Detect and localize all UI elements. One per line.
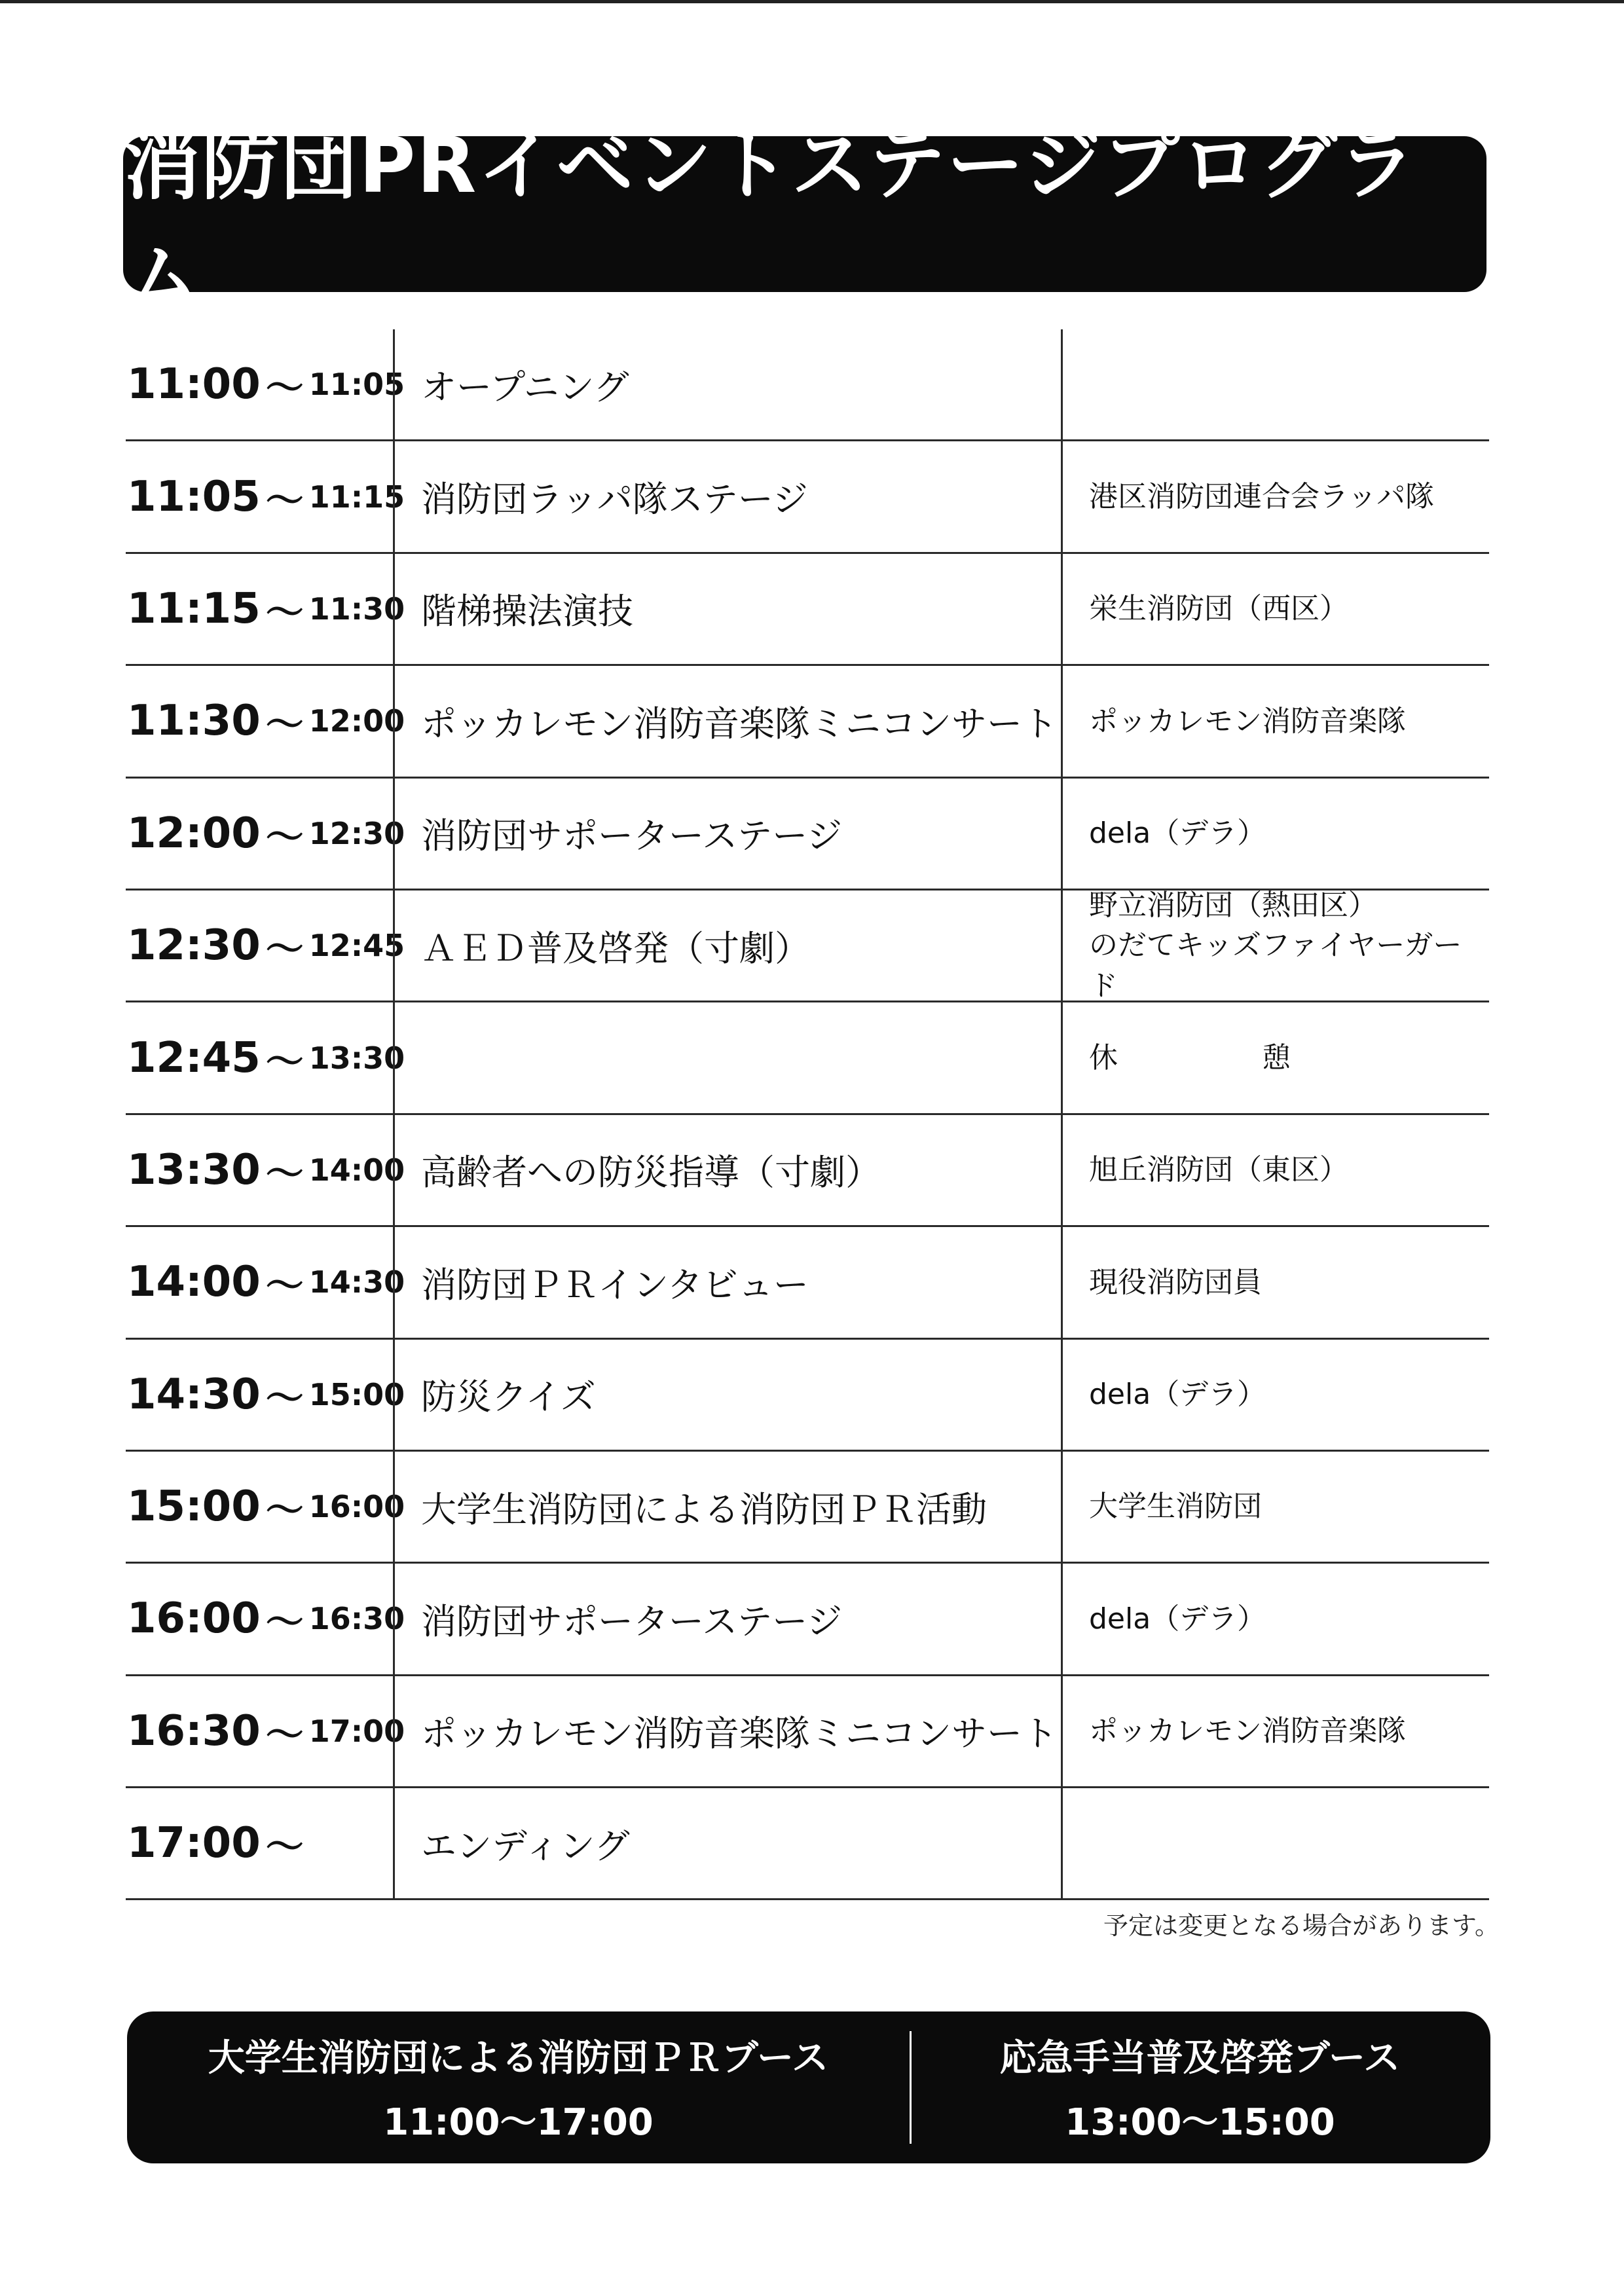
time-cell [126,1340,405,1450]
time-cell [126,554,405,664]
time-start: 12:00 [127,809,261,858]
time-separator: 〜 [265,1375,304,1420]
time-separator: 〜 [265,1038,304,1084]
time-cell [126,666,405,776]
time-start: 11:15 [127,584,261,633]
event-cell [393,1002,1061,1112]
table-row [126,1227,1489,1339]
time-separator: 〜 [265,1263,304,1308]
performer-cell [1061,1340,1489,1450]
time-end: 15:00 [308,1376,405,1412]
performer-name: 大学生消防団 [1089,1490,1262,1524]
table-row [126,554,1489,666]
event-name: 階梯操法演技 [421,591,633,633]
time-end: 14:00 [308,1152,405,1188]
time-cell [126,1452,405,1562]
time-cell [126,1564,405,1674]
event-cell [393,329,1061,439]
event-name: ポッカレモン消防音楽隊ミニコンサート [421,1713,1058,1755]
time-start: 11:30 [127,697,261,746]
table-row [126,1115,1489,1227]
booth-pr [127,2011,910,2163]
event-name: 消防団サポーターステージ [421,815,843,857]
event-cell [393,554,1061,664]
time-end: 12:30 [308,815,405,851]
table-row [126,1564,1489,1676]
time-start: 12:30 [127,921,261,970]
time-end: 13:30 [308,1040,405,1076]
event-cell [393,890,1061,1001]
performer-name: dela（デラ） [1089,1377,1266,1411]
time-separator: 〜 [265,927,304,972]
table-row [126,1788,1489,1900]
time-end: 17:00 [308,1713,405,1749]
booth-pr-name: 大学生消防団による消防団ＰＲブース [208,2037,829,2080]
time-end: 12:00 [308,703,405,739]
time-separator: 〜 [265,814,304,859]
table-row [126,441,1489,553]
schedule-note: 予定は変更となる場合があります。 [1103,1911,1500,1940]
performer-cell [1061,779,1489,889]
time-end: 12:45 [308,928,405,964]
time-cell [126,1002,405,1112]
time-cell [126,1676,405,1786]
table-row [126,329,1489,441]
program-table [126,329,1489,1900]
event-name: 大学生消防団による消防団ＰＲ活動 [421,1488,987,1530]
performer-cell [1061,1452,1489,1562]
time-start: 16:00 [127,1594,261,1643]
performer-name: ポッカレモン消防音楽隊 [1089,704,1406,738]
performer-cell [1061,1115,1489,1225]
performer-cell [1061,1676,1489,1786]
time-start: 11:00 [127,360,261,409]
performer-cell [1061,441,1489,551]
event-cell [393,779,1061,889]
page-top-edge [0,0,1624,3]
time-cell [126,441,405,551]
time-separator: 〜 [265,1712,304,1757]
time-start: 17:00 [127,1819,261,1868]
event-name: 消防団サポーターステージ [421,1600,843,1642]
performer-name: dela（デラ） [1089,816,1266,850]
performer-cell [1061,666,1489,776]
event-name: 防災クイズ [421,1376,596,1418]
event-cell [393,666,1061,776]
booth-first-aid [910,2011,1490,2163]
table-row [126,1452,1489,1564]
time-separator: 〜 [265,1824,304,1869]
event-name: 高齢者への防災指導（寸劇） [421,1152,881,1194]
time-start: 11:05 [127,472,261,521]
event-name: 消防団ラッパ隊ステージ [421,479,808,521]
time-start: 14:00 [127,1258,261,1307]
event-cell [393,1115,1061,1225]
event-cell [393,1564,1061,1674]
time-cell [126,329,405,439]
time-separator: 〜 [265,1600,304,1645]
time-separator: 〜 [265,1150,304,1196]
booth-first-aid-name: 応急手当普及啓発ブース [999,2037,1401,2080]
table-row [126,890,1489,1002]
time-cell [126,1227,405,1337]
table-row [126,666,1489,778]
time-separator: 〜 [265,1488,304,1533]
performer-name: 旭丘消防団（東区） [1089,1153,1348,1187]
time-cell [126,1115,405,1225]
title-banner [123,120,1486,321]
performer-name: 港区消防団連合会ラッパ隊 [1089,479,1435,513]
performer-name: 栄生消防団（西区） [1089,592,1348,626]
page-title: 消防団PRイベントステージプログラム [123,120,1417,321]
performer-name: 休 憩 [1089,1040,1291,1074]
event-cell [393,441,1061,551]
performer-name: ポッカレモン消防音楽隊 [1089,1714,1406,1748]
event-cell [393,1676,1061,1786]
time-cell [126,890,405,1001]
event-name: ポッカレモン消防音楽隊ミニコンサート [421,703,1058,744]
time-end: 11:05 [308,367,405,403]
event-name: エンディング [421,1825,630,1867]
performer-name: dela（デラ） [1089,1602,1266,1636]
time-end: 14:30 [308,1264,405,1300]
performer-cell [1061,1002,1489,1112]
event-cell [393,1340,1061,1450]
time-separator: 〜 [265,365,304,411]
booth-first-aid-time: 13:00〜15:00 [1065,2101,1335,2144]
event-cell [393,1227,1061,1337]
event-name: オープニング [421,366,629,408]
time-cell [126,779,405,889]
performer-cell [1061,1788,1489,1898]
performer-name: 野立消防団（熱田区） のだてキッズファイヤーガード [1089,888,1462,1002]
time-separator: 〜 [265,477,304,523]
time-cell [126,1788,393,1898]
booth-pr-time: 11:00〜17:00 [383,2101,654,2144]
time-start: 14:30 [127,1370,261,1419]
event-name: 消防団ＰＲインタビュー [421,1264,809,1306]
time-start: 15:00 [127,1482,261,1532]
time-end: 11:15 [308,479,405,515]
time-separator: 〜 [265,702,304,747]
table-row [126,779,1489,890]
event-name: ＡＥＤ普及啓発（寸劇） [421,927,810,969]
performer-cell [1061,1227,1489,1337]
event-cell [393,1788,1061,1898]
time-separator: 〜 [265,589,304,634]
time-start: 16:30 [127,1706,261,1755]
booth-banner [127,2011,1490,2163]
performer-name: 現役消防団員 [1089,1265,1262,1299]
time-end: 16:00 [308,1489,405,1525]
table-row [126,1002,1489,1114]
table-row [126,1340,1489,1452]
time-end: 16:30 [308,1601,405,1637]
performer-cell [1061,1564,1489,1674]
time-end: 11:30 [308,591,405,627]
event-cell [393,1452,1061,1562]
performer-cell [1061,554,1489,664]
performer-cell [1061,329,1489,439]
time-start: 12:45 [127,1033,261,1082]
time-start: 13:30 [127,1145,261,1194]
performer-cell [1061,890,1489,1001]
table-row [126,1676,1489,1788]
